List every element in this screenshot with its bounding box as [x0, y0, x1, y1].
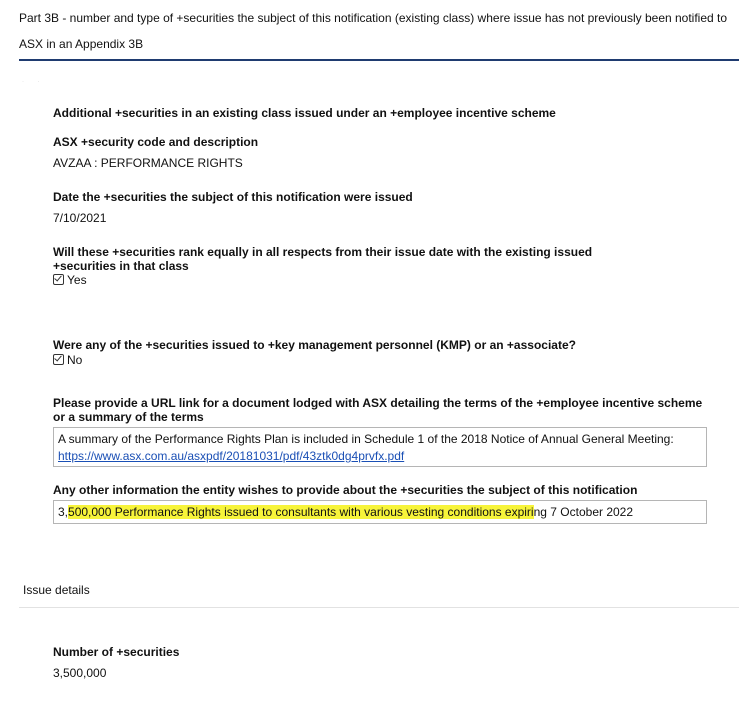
- other-info-text-highlighted: 500,000 Performance Rights issued to consultants with various vesting conditions expiri: [68, 505, 534, 519]
- number-of-securities-value: 3,500,000: [53, 666, 107, 680]
- issue-date-label: Date the +securities the subject of this notification were issued: [53, 190, 413, 204]
- rank-equally-answer: [53, 273, 87, 287]
- number-of-securities-label: Number of +securities: [53, 645, 180, 659]
- rank-equally-label-line1: Will these +securities rank equally in all respects from their issue date with the existing issued: [53, 245, 593, 259]
- url-link-label-line2: or a summary of the terms: [53, 410, 204, 424]
- faint-dots: · ·: [22, 79, 46, 85]
- kmp-value: No: [67, 353, 83, 367]
- other-info-text-start: 3,: [58, 505, 69, 519]
- other-info-text-end: ng 7 October 2022: [533, 505, 634, 519]
- part-3b-title: Part 3B - number and type of +securities the subject of this notification (existing class) where issue has not previously been notified to ASX in an Appendix 3B: [19, 11, 728, 51]
- plan-document-link[interactable]: https://www.asx.com.au/asxpdf/20181031/pdf/43ztk0dg4prvfx.pdf: [58, 449, 405, 463]
- part-divider: [19, 59, 739, 61]
- checkbox-checked-icon: [53, 354, 64, 365]
- checkbox-checked-icon: [53, 274, 64, 285]
- security-code-value: AVZAA : PERFORMANCE RIGHTS: [53, 156, 243, 170]
- other-info-box: [53, 500, 707, 524]
- rank-equally-label-line2: +securities in that class: [53, 259, 189, 273]
- other-info-label: Any other information the entity wishes to provide about the +securities the subject of this notification: [53, 483, 638, 497]
- issue-details-divider: [19, 607, 739, 608]
- kmp-answer: [53, 353, 82, 367]
- url-link-text: A summary of the Performance Rights Plan is included in Schedule 1 of the 2018 Notice of Annual General Meeting:: [58, 432, 674, 446]
- security-code-label: ASX +security code and description: [53, 135, 259, 149]
- rank-equally-value: Yes: [67, 273, 87, 287]
- kmp-label: Were any of the +securities issued to +key management personnel (KMP) or an +associate?: [53, 338, 576, 352]
- url-link-box: [53, 427, 707, 467]
- issue-date-value: 7/10/2021: [53, 211, 107, 225]
- section-heading: Additional +securities in an existing class issued under an +employee incentive scheme: [53, 106, 556, 120]
- url-link-label-line1: Please provide a URL link for a document lodged with ASX detailing the terms of the +employee incentive scheme: [53, 396, 703, 410]
- issue-details-title: Issue details: [23, 583, 90, 597]
